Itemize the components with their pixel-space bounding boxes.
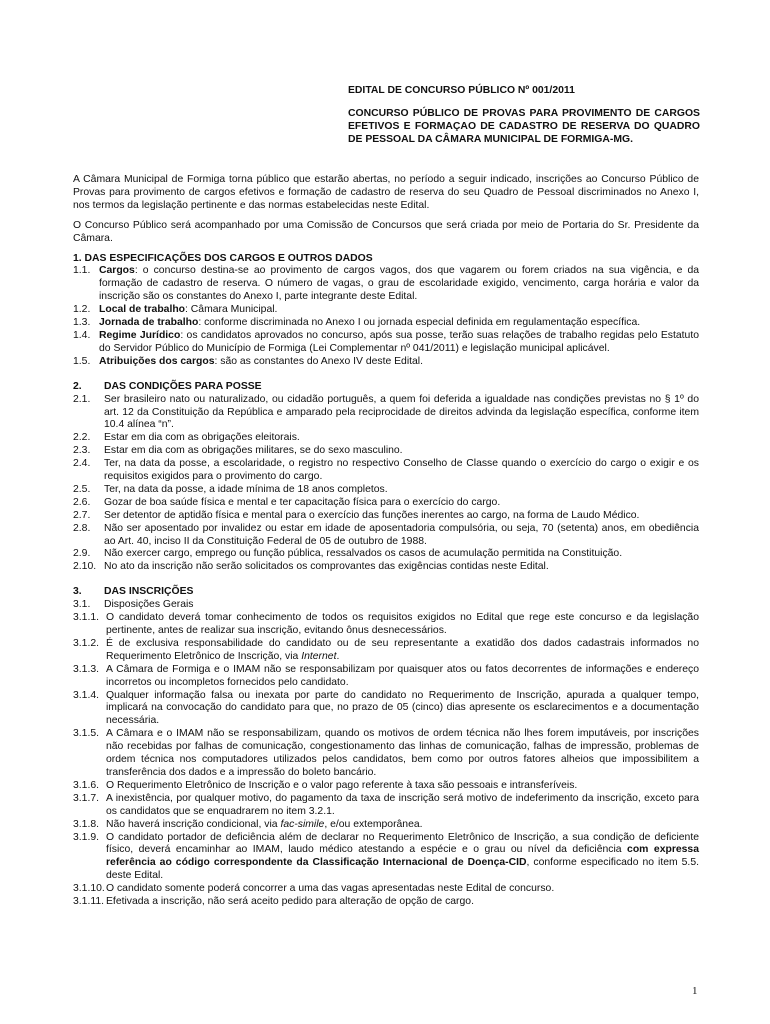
item-number: 2.1. [73, 393, 91, 405]
list-item [73, 664, 699, 690]
item-label: Regime Jurídico [99, 329, 181, 341]
page-number: 1 [692, 985, 698, 997]
item-number: 2.4. [73, 458, 91, 470]
list-item [73, 561, 699, 574]
item-text-after: , conforme especificado no item 5.5. deste Edital. [106, 857, 699, 882]
item-number: 3.1.5. [73, 728, 99, 740]
item-text: Ter, na data da posse, a escolaridade, o registro no respectivo Conselho de Classe quando o exercício do cargo o exigir e os requisitos exigidos para o provimento do cargo. [104, 458, 699, 483]
list-item [73, 832, 699, 884]
item-number: 3.1.9. [73, 831, 99, 843]
item-label: Jornada de trabalho [99, 317, 199, 329]
list-item [73, 780, 699, 793]
edital-header [348, 85, 700, 147]
item-text: : os candidatos aprovados no concurso, após sua posse, terão suas relações de trabalho regidas pelo Estatuto do Servidor Público do Município de Formiga (Lei Complementar nº 041/2011) e legislação municipal aplicável. [99, 329, 699, 354]
list-item [73, 432, 699, 445]
item-text: Gozar de boa saúde física e mental e ter capacitação física para o exercício do cargo. [104, 496, 501, 508]
item-number: 2.7. [73, 509, 91, 521]
document-page [73, 0, 699, 1024]
item-label: Atribuições dos cargos [99, 355, 215, 367]
item-number: 2.2. [73, 432, 91, 444]
intro-paragraph: A Câmara Municipal de Formiga torna público que estarão abertas, no período a seguir indicado, inscrições ao Concurso Público de Provas para provimento de cargos efetivos e formação de cadastro de reserva do seu Quadro de Pessoal discriminados no Anexo I, nos termos da legislação pertinente e das normas estabelecidas neste Edital. [73, 174, 699, 211]
list-item [73, 484, 699, 497]
item-text: Não ser aposentado por invalidez ou estar em idade de aposentadoria compulsória, ou seja, 70 (setenta) anos, em obediência ao Art. 40, inciso II da Constituição Federal de 05 de outubro de 1988. [104, 522, 699, 547]
list-item [73, 356, 699, 369]
section-heading: 1. DAS ESPECIFICAÇÕES DOS CARGOS E OUTROS DADOS [73, 252, 373, 264]
item-number: 1.4. [73, 329, 91, 341]
item-text: : conforme discriminada no Anexo I ou jornada especial definida em regulamentação específica. [198, 317, 641, 329]
intro-paragraph: O Concurso Público será acompanhado por uma Comissão de Concursos que será criada por meio de Portaria do Sr. Presidente da Câmara. [73, 219, 699, 244]
list-item [73, 445, 699, 458]
list-item [73, 330, 699, 356]
section-number: 2. [73, 380, 82, 392]
item-number: 3.1.11. [73, 896, 105, 908]
list-item [73, 638, 699, 664]
item-number: 2.5. [73, 483, 91, 495]
item-text: O candidato deverá tomar conhecimento de todos os requisitos exigidos no Edital que rege este concurso e da legislação pertinente, antes de realizar sua inscrição, evitando ônus desnecessários. [106, 612, 699, 636]
item-text: Não exercer cargo, emprego ou função pública, ressalvados os casos de acumulação permitida na Constituição. [104, 548, 623, 560]
item-number: 3.1.4. [73, 689, 99, 701]
item-number: 2.6. [73, 496, 91, 508]
section-heading [73, 586, 699, 599]
item-number: 2.3. [73, 445, 91, 457]
list-item [73, 458, 699, 484]
list-item [73, 523, 699, 549]
item-italic-text: fac-simile [280, 818, 325, 830]
item-text: : são as constantes do Anexo IV deste Edital. [214, 355, 424, 367]
list-item [73, 497, 699, 510]
item-text: Ter, na data da posse, a idade mínima de 18 anos completos. [104, 483, 388, 495]
subsection-number: 3.1. [73, 599, 91, 611]
item-number: 3.1.8. [73, 818, 99, 830]
subsection-title: Disposições Gerais [104, 599, 194, 611]
item-number: 3.1.7. [73, 792, 99, 804]
item-text: Não haverá inscrição condicional, via [106, 818, 281, 830]
list-item [73, 793, 699, 819]
item-label: Local de trabalho [99, 304, 186, 316]
item-number: 1.3. [73, 317, 91, 329]
edital-title: EDITAL DE CONCURSO PÚBLICO Nº 001/2011 [348, 85, 575, 96]
item-text: O candidato somente poderá concorrer a uma das vagas apresentadas neste Edital de concurso. [106, 883, 555, 895]
item-text: O Requerimento Eletrônico de Inscrição e o valor pago referente à taxa são pessoais e intransferíveis. [106, 779, 578, 791]
item-text: Qualquer informação falsa ou inexata por parte do candidato no Requerimento de Inscrição, apurada a qualquer tempo, implicará na convocação do candidato para que, no prazo de 05 (cinco) dias apresente os esclarecimentos e a documentação necessária. [106, 689, 699, 727]
section-title: DAS CONDIÇÕES PARA POSSE [104, 380, 262, 392]
item-number: 3.1.3. [73, 663, 99, 675]
item-number: 3.1.2. [73, 637, 99, 649]
list-item [73, 317, 699, 330]
item-text: : o concurso destina-se ao provimento de cargos vagos, dos que vagarem ou forem criados na sua vigência, e da formação de cadastro de reserva. O número de vagas, o grau de escolaridade exigido, vencimento, carga horária e valor da inscrição são os constantes do Anexo I, parte integrante deste Edital. [99, 265, 699, 303]
item-number: 3.1.10. [73, 883, 105, 895]
list-item [73, 510, 699, 523]
item-text-after: . [336, 650, 340, 662]
item-bold-text: com expressa referência ao código correspondente da Classificação Internacional de Doença-CID [106, 844, 699, 869]
list-item [73, 883, 699, 896]
item-text: O candidato portador de deficiência além de declarar no Requerimento Eletrônico de Inscrição, a sua condição de deficiente físico, deverá encaminhar ao IMAM, laudo médico atestando a espécie e o grau ou nível da deficiência [106, 831, 699, 856]
item-text: É de exclusiva responsabilidade do candidato ou de seu representante a exatidão dos dados cadastrais informados no Requerimento Eletrônico de Inscrição, via [106, 637, 699, 662]
item-text: : Câmara Municipal. [185, 304, 278, 316]
item-number: 2.9. [73, 548, 91, 560]
list-item [73, 728, 699, 780]
subsection-heading [73, 599, 699, 612]
item-italic-text: Internet [301, 650, 337, 662]
item-text: Estar em dia com as obrigações eleitorais. [104, 432, 300, 444]
item-text: Estar em dia com as obrigações militares, se do sexo masculino. [104, 445, 403, 457]
item-number: 3.1.6. [73, 779, 99, 791]
item-text: A Câmara e o IMAM não se responsabilizam, quando os motivos de ordem técnica não lhes forem imputáveis, por inscrições não recebidas por falhas de comunicação, congestionamento das linhas de comunicação, falhas de impressão, problemas de ordem técnica nos computadores utilizados pelos candidatos, bem como por outros fatores alheios que impossibilitem a transferência dos dados e a impressão do boleto bancário. [106, 728, 699, 778]
list-item [73, 612, 699, 638]
item-text: Ser detentor de aptidão física e mental para o exercício das funções inerentes ao cargo, na forma de Laudo Médico. [104, 509, 640, 521]
item-text: A inexistência, por qualquer motivo, do pagamento da taxa de inscrição será motivo de indeferimento da inscrição, exceto para os candidatos que se enquadrarem no item 3.2.1. [106, 792, 699, 817]
item-number: 1.2. [73, 304, 91, 316]
item-number: 1.5. [73, 355, 91, 367]
item-label: Cargos [99, 265, 135, 277]
list-item [73, 896, 699, 909]
list-item [73, 304, 699, 317]
item-text: No ato da inscrição não serão solicitados os comprovantes das exigências contidas neste Edital. [104, 561, 549, 573]
section-title: DAS INSCRIÇÕES [104, 586, 194, 598]
spacer [73, 369, 699, 381]
item-text: Efetivada a inscrição, não será aceito pedido para alteração de opção de cargo. [106, 896, 474, 908]
item-number: 3.1.1. [73, 612, 99, 624]
section-heading [73, 381, 699, 394]
item-text-after: , e/ou extemporânea. [324, 818, 423, 830]
item-text: Ser brasileiro nato ou naturalizado, ou cidadão português, a quem foi deferida a igualdade nas condições previstas no § 1º do art. 12 da Constituição da República e amparado pela reciprocidade de direitos advinda da legislação específica, conforme item 10.4 alínea “n”. [104, 393, 699, 431]
item-number: 2.10. [73, 561, 97, 573]
list-item [73, 265, 699, 304]
list-item [73, 394, 699, 433]
item-number: 1.1. [73, 265, 91, 277]
list-item [73, 690, 699, 729]
section-number: 3. [73, 586, 82, 598]
edital-body [73, 174, 699, 909]
spacer [73, 574, 699, 586]
item-number: 2.8. [73, 522, 91, 534]
list-item [73, 819, 699, 832]
item-text: A Câmara de Formiga e o IMAM não se responsabilizam por quaisquer atos ou fatos decorrentes de informações e endereço incorretos ou incompletos fornecidos pelo candidato. [106, 663, 699, 688]
edital-subtitle: CONCURSO PÚBLICO DE PROVAS PARA PROVIMENTO DE CARGOS EFETIVOS E FORMAÇAO DE CADASTRO DE RESERVA DO QUADRO DE PESSOAL DA CÂMARA MUNICIPAL DE FORMIGA-MG. [348, 107, 700, 145]
list-item [73, 548, 699, 561]
